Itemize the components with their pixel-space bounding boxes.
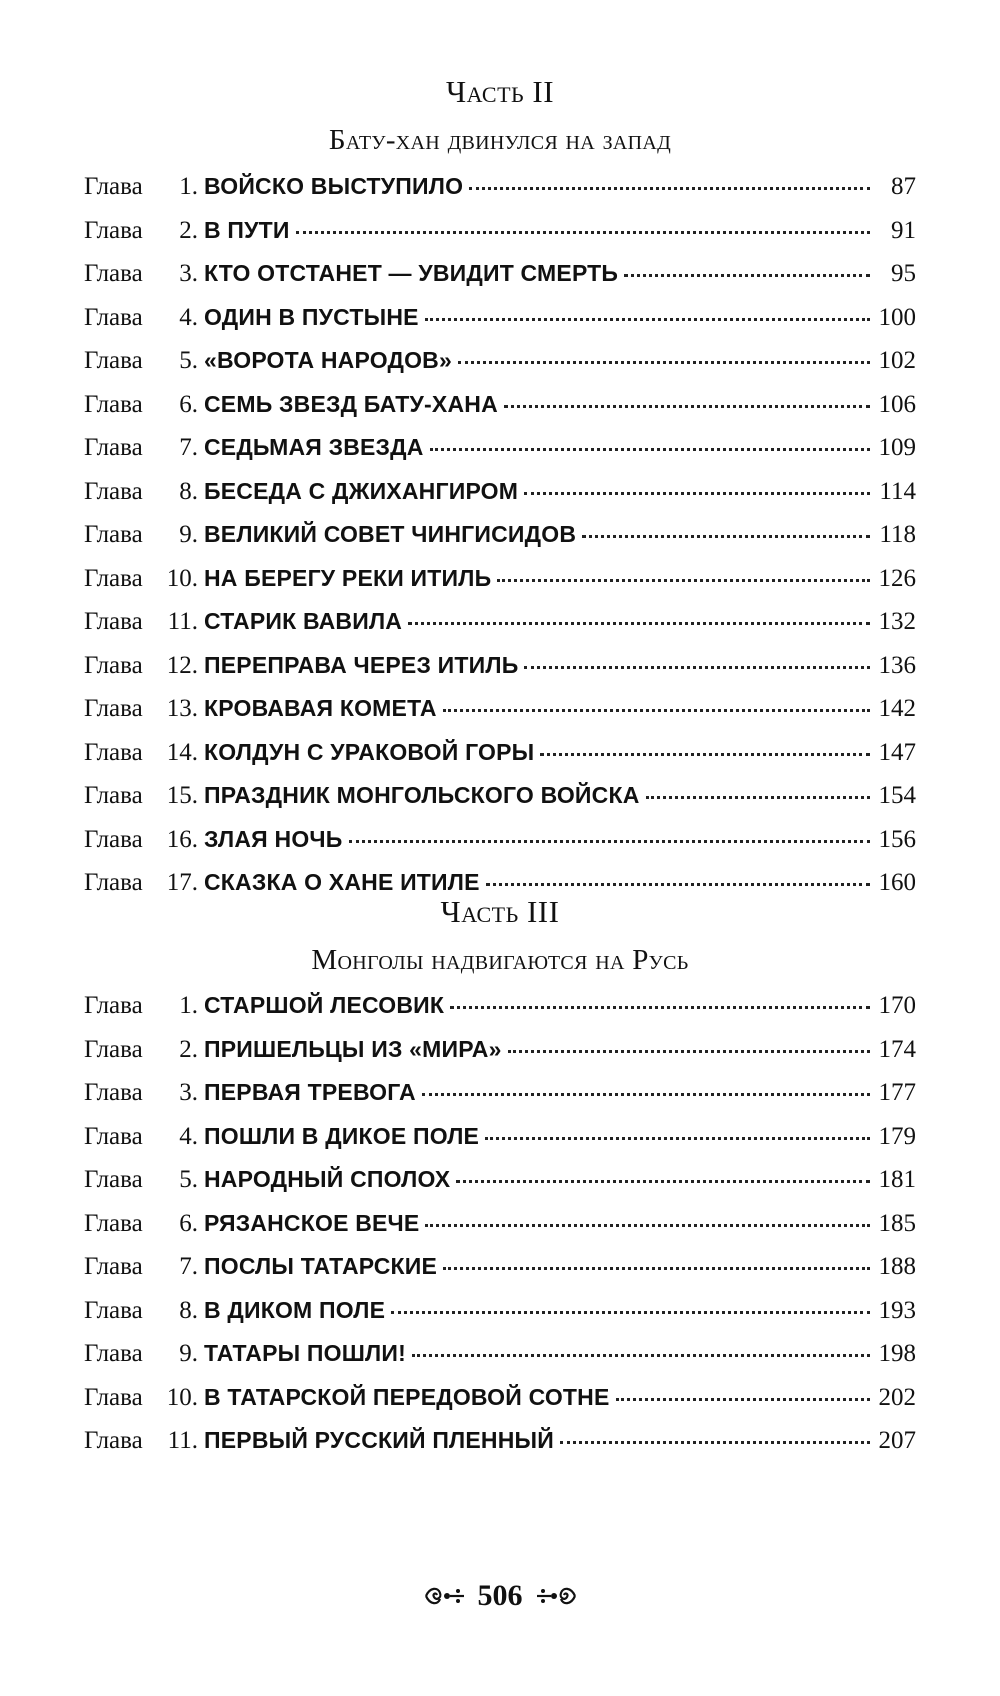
dot-leader — [624, 254, 870, 277]
toc-entry — [84, 432, 916, 476]
chapter-number: 7. — [179, 1253, 198, 1280]
toc-entry — [84, 693, 916, 737]
chapter-label: Глава — [84, 390, 143, 418]
floral-ornament-icon — [535, 1583, 579, 1609]
chapter-title: РЯЗАНСКОЕ ВЕЧЕ — [204, 1209, 420, 1236]
part-header-3 — [0, 892, 1000, 980]
chapter-title: В ПУТИ — [204, 216, 290, 243]
chapter-label: Глава — [84, 1427, 143, 1454]
chapter-number: 16. — [166, 825, 198, 853]
chapter-page-number: 87 — [891, 173, 916, 200]
toc-entry — [84, 1077, 916, 1121]
chapter-page-number: 132 — [878, 608, 916, 635]
toc-entry — [84, 824, 916, 868]
dot-leader — [443, 689, 870, 712]
chapter-title: НАРОДНЫЙ СПОЛОХ — [204, 1166, 451, 1192]
chapter-title: ПЕРВЫЙ РУССКИЙ ПЛЕННЫЙ — [204, 1427, 554, 1453]
chapter-page-number: 154 — [878, 782, 916, 809]
toc-entry — [84, 389, 916, 433]
toc-entry — [84, 606, 916, 650]
chapter-number: 3. — [179, 260, 198, 287]
dot-leader — [485, 1117, 870, 1140]
chapter-label: Глава — [84, 608, 143, 635]
chapter-title: В ДИКОМ ПОЛЕ — [204, 1296, 386, 1323]
chapter-title: БЕСЕДА С ДЖИХАНГИРОМ — [204, 477, 519, 504]
chapter-title: ТАТАРЫ ПОШЛИ! — [204, 1340, 406, 1366]
chapter-title: СТАРШОЙ ЛЕСОВИК — [204, 992, 445, 1018]
part-heading: Часть III — [440, 894, 560, 929]
chapter-label: Глава — [84, 1122, 143, 1150]
toc-entry — [84, 990, 916, 1034]
chapter-label: Глава — [84, 825, 143, 853]
toc-entry — [84, 258, 916, 302]
chapter-page-number: 207 — [878, 1427, 916, 1454]
chapter-title: ПЕРЕПРАВА ЧЕРЕЗ ИТИЛЬ — [204, 651, 519, 678]
part-header-2 — [0, 72, 1000, 160]
page-footer — [0, 1576, 1000, 1616]
chapter-label: Глава — [84, 477, 143, 505]
chapter-page-number: 106 — [878, 390, 916, 418]
dot-leader — [391, 1291, 870, 1314]
chapter-title: В ТАТАРСКОЙ ПЕРЕДОВОЙ СОТНЕ — [204, 1383, 610, 1410]
chapter-page-number: 109 — [878, 434, 916, 461]
chapter-number: 9. — [179, 1340, 198, 1367]
chapter-title: ПОСЛЫ ТАТАРСКИЕ — [204, 1253, 438, 1279]
chapter-title: ПЕРВАЯ ТРЕВОГА — [204, 1079, 416, 1105]
chapter-number: 2. — [179, 216, 198, 244]
chapter-label: Глава — [84, 434, 143, 461]
chapter-page-number: 91 — [891, 216, 916, 244]
chapter-label: Глава — [84, 564, 143, 592]
chapter-title: ПРАЗДНИК МОНГОЛЬСКОГО ВОЙСКА — [204, 782, 640, 808]
toc-entry — [84, 1338, 916, 1382]
toc-entry — [84, 737, 916, 781]
toc-entry — [84, 345, 916, 389]
chapter-number: 11. — [167, 608, 198, 635]
dot-leader — [456, 1160, 870, 1183]
dot-leader — [497, 559, 870, 582]
part-subtitle: Монголы надвигаются на Русь — [311, 944, 689, 976]
chapter-number: 5. — [179, 347, 198, 374]
toc-entry — [84, 1382, 916, 1426]
chapter-page-number: 142 — [878, 695, 916, 722]
chapter-label: Глава — [84, 1035, 143, 1063]
chapter-title: ПРИШЕЛЬЦЫ ИЗ «МИРА» — [204, 1035, 502, 1062]
chapter-label: Глава — [84, 260, 143, 287]
chapter-number: 8. — [179, 1296, 198, 1324]
part-subtitle: Бату-хан двинулся на запад — [328, 124, 672, 156]
chapter-page-number: 193 — [878, 1296, 916, 1324]
toc-entry — [84, 780, 916, 824]
chapter-page-number: 136 — [878, 651, 916, 679]
chapter-label: Глава — [84, 1079, 143, 1106]
chapter-label: Глава — [84, 782, 143, 809]
chapter-label: Глава — [84, 1209, 143, 1237]
toc-list-part-2 — [84, 171, 916, 911]
chapter-number: 1. — [179, 992, 198, 1019]
dot-leader — [560, 1421, 870, 1444]
toc-entry — [84, 1208, 916, 1252]
chapter-label: Глава — [84, 1383, 143, 1411]
chapter-label: Глава — [84, 1296, 143, 1324]
chapter-number: 10. — [166, 564, 198, 592]
chapter-title: ПОШЛИ В ДИКОЕ ПОЛЕ — [204, 1122, 480, 1149]
chapter-page-number: 160 — [878, 869, 916, 896]
chapter-label: Глава — [84, 347, 143, 374]
dot-leader — [296, 211, 870, 234]
chapter-page-number: 188 — [878, 1253, 916, 1280]
chapter-number: 3. — [179, 1079, 198, 1106]
floral-ornament-icon — [422, 1583, 466, 1609]
dot-leader — [450, 986, 870, 1009]
chapter-number: 6. — [179, 390, 198, 418]
chapter-number: 5. — [179, 1166, 198, 1193]
chapter-number: 11. — [167, 1427, 198, 1454]
dot-leader — [524, 646, 870, 669]
chapter-number: 17. — [166, 869, 198, 896]
chapter-title: СКАЗКА О ХАНЕ ИТИЛЕ — [204, 869, 480, 895]
chapter-title: КОЛДУН С УРАКОВОЙ ГОРЫ — [204, 738, 535, 765]
toc-entry — [84, 650, 916, 694]
chapter-number: 7. — [179, 434, 198, 461]
toc-entry — [84, 563, 916, 607]
dot-leader — [469, 167, 870, 190]
chapter-label: Глава — [84, 869, 143, 896]
chapter-page-number: 185 — [878, 1209, 916, 1237]
chapter-label: Глава — [84, 216, 143, 244]
chapter-title: СЕДЬМАЯ ЗВЕЗДА — [204, 434, 424, 460]
chapter-page-number: 181 — [878, 1166, 916, 1193]
chapter-number: 2. — [179, 1035, 198, 1063]
dot-leader — [486, 863, 870, 886]
chapter-title: ЗЛАЯ НОЧЬ — [204, 825, 343, 852]
chapter-title: СТАРИК ВАВИЛА — [204, 608, 403, 634]
dot-leader — [540, 733, 870, 756]
chapter-number: 9. — [179, 521, 198, 548]
dot-leader — [582, 515, 870, 538]
chapter-label: Глава — [84, 1166, 143, 1193]
toc-entry — [84, 215, 916, 259]
dot-leader — [425, 298, 870, 321]
dot-leader — [422, 1073, 870, 1096]
toc-entry — [84, 171, 916, 215]
dot-leader — [616, 1378, 870, 1401]
chapter-title: ОДИН В ПУСТЫНЕ — [204, 303, 419, 330]
chapter-title: «ВОРОТА НАРОДОВ» — [204, 347, 452, 373]
chapter-number: 13. — [166, 695, 198, 722]
chapter-page-number: 156 — [878, 825, 916, 853]
toc-entry — [84, 476, 916, 520]
toc-entry — [84, 1164, 916, 1208]
chapter-page-number: 198 — [878, 1340, 916, 1367]
dot-leader — [425, 1204, 870, 1227]
chapter-page-number: 147 — [878, 738, 916, 766]
chapter-number: 4. — [179, 303, 198, 331]
dot-leader — [646, 776, 870, 799]
chapter-number: 12. — [166, 651, 198, 679]
chapter-label: Глава — [84, 303, 143, 331]
toc-entry — [84, 302, 916, 346]
chapter-label: Глава — [84, 738, 143, 766]
chapter-page-number: 170 — [878, 992, 916, 1019]
dot-leader — [524, 472, 870, 495]
chapter-page-number: 95 — [891, 260, 916, 287]
chapter-number: 14. — [166, 738, 198, 766]
dot-leader — [443, 1247, 870, 1270]
page-number: 506 — [477, 1579, 523, 1612]
chapter-number: 1. — [179, 173, 198, 200]
toc-entry — [84, 1425, 916, 1469]
dot-leader — [349, 820, 871, 843]
chapter-number: 4. — [179, 1122, 198, 1150]
chapter-title: КРОВАВАЯ КОМЕТА — [204, 695, 437, 721]
chapter-title: КТО ОТСТАНЕТ — УВИДИТ СМЕРТЬ — [204, 260, 619, 286]
toc-entry — [84, 1034, 916, 1078]
chapter-number: 15. — [166, 782, 198, 809]
chapter-number: 8. — [179, 477, 198, 505]
chapter-label: Глава — [84, 1253, 143, 1280]
chapter-number: 6. — [179, 1209, 198, 1237]
chapter-label: Глава — [84, 173, 143, 200]
chapter-page-number: 118 — [879, 521, 916, 548]
dot-leader — [430, 428, 870, 451]
chapter-number: 10. — [166, 1383, 198, 1411]
toc-entry — [84, 1121, 916, 1165]
dot-leader — [412, 1334, 870, 1357]
chapter-label: Глава — [84, 695, 143, 722]
toc-list-part-3 — [84, 990, 916, 1469]
chapter-page-number: 114 — [879, 477, 916, 505]
dot-leader — [504, 385, 870, 408]
chapter-page-number: 202 — [878, 1383, 916, 1411]
chapter-page-number: 177 — [878, 1079, 916, 1106]
chapter-label: Глава — [84, 1340, 143, 1367]
part-heading: Часть II — [445, 74, 555, 109]
toc-entry — [84, 1251, 916, 1295]
chapter-page-number: 174 — [878, 1035, 916, 1063]
dot-leader — [408, 602, 870, 625]
chapter-label: Глава — [84, 651, 143, 679]
dot-leader — [458, 341, 870, 364]
chapter-label: Глава — [84, 521, 143, 548]
chapter-page-number: 126 — [878, 564, 916, 592]
dot-leader — [508, 1030, 870, 1053]
toc-entry — [84, 519, 916, 563]
chapter-title: ВОЙСКО ВЫСТУПИЛО — [204, 173, 464, 199]
chapter-title: ВЕЛИКИЙ СОВЕТ ЧИНГИСИДОВ — [204, 521, 577, 547]
chapter-title: НА БЕРЕГУ РЕКИ ИТИЛЬ — [204, 564, 492, 591]
chapter-page-number: 179 — [878, 1122, 916, 1150]
toc-entry — [84, 1295, 916, 1339]
chapter-page-number: 100 — [878, 303, 916, 331]
chapter-title: СЕМЬ ЗВЕЗД БАТУ-ХАНА — [204, 390, 498, 417]
chapter-label: Глава — [84, 992, 143, 1019]
chapter-page-number: 102 — [878, 347, 916, 374]
